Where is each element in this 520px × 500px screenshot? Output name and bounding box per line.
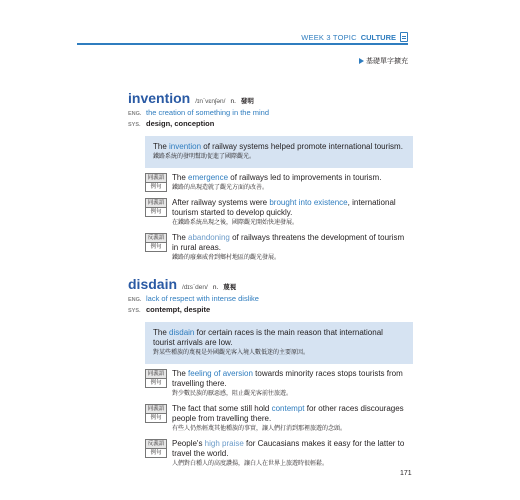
badge-example: 例句 [145,414,167,423]
sub-example [145,198,410,228]
synonyms: design, conception [146,119,215,128]
badge-example: 例句 [145,449,167,458]
synonym-line [128,119,410,128]
badge [145,369,167,399]
sub-example [145,404,410,434]
sub-example-english: The fact that some still hold contempt for other races discourages people from travelling there. [172,404,404,423]
sub-example-chinese: 鐵路的廢棄威脅到鄉村地區的觀光發展。 [172,255,281,261]
document-icon [400,32,408,42]
badge-type: 同義語 [145,173,167,183]
chinese-gloss: 發明 [240,98,254,105]
synonym-line [128,305,410,314]
phonetic: /dɪs`den/ [182,284,208,291]
badge [145,198,167,228]
section-tag [359,56,408,66]
english-definition: lack of respect with intense dislike [146,294,259,303]
sub-example-english: After railway systems were brought into existence, international tourism started to develop quickly. [172,198,396,217]
sub-example-chinese: 有些人仍然輕蔑其他種族的事實，讓人們打消到那裡旅遊的念頭。 [172,426,347,432]
sub-example [145,173,410,193]
example-english: The invention of railway systems helped promote international tourism. [153,142,403,151]
part-of-speech: n. [212,284,219,291]
example-english: The disdain for certain races is the main reason that international tourist arrivals are low. [153,328,383,347]
english-definition-line [128,108,410,117]
sub-example-english: The abandoning of railways threatens the development of tourism in rural areas. [172,233,405,252]
section-label: 基礎單字擴充 [366,58,408,65]
sub-example-english: The emergence of railways led to improvements in tourism. [172,173,382,182]
entry-invention [128,90,410,263]
part-of-speech: n. [230,98,236,105]
sub-example-chinese: 人們對白種人的高度讚揚，讓白人在世界上旅遊時很輕鬆。 [172,461,329,467]
synonyms: contempt, despite [146,305,211,314]
syn-label: SYS. [128,122,141,128]
page-header [301,32,408,42]
sub-example-english: The feeling of aversion towards minority races stops tourists from travelling there. [172,369,403,388]
badge-type: 同義語 [145,369,167,379]
sub-example [145,369,410,399]
sub-example [145,233,410,263]
page-number: 171 [400,470,412,477]
badge [145,233,167,263]
badge-type: 同義語 [145,198,167,208]
headword-line [128,90,410,106]
sub-example-english: People's high praise for Caucasians makes it easy for the latter to travel the world. [172,439,405,458]
example-chinese: 鐵路系統的發明幫助促進了國際觀光。 [153,154,256,160]
entry-disdain [128,276,410,469]
week-label: WEEK 3 TOPIC [301,32,357,42]
badge [145,439,167,469]
english-definition: the creation of something in the mind [146,108,269,117]
main-example [145,322,413,364]
badge-example: 例句 [145,243,167,252]
headword: disdain [128,276,178,292]
badge-example: 例句 [145,379,167,388]
sub-example-chinese: 鐵路的出現造就了觀光方面的改善。 [172,185,269,191]
headword-line [128,276,410,292]
main-example [145,136,413,168]
badge-example: 例句 [145,208,167,217]
badge-type: 同義語 [145,404,167,414]
eng-label: ENG. [128,297,142,303]
chinese-gloss: 蔑視 [223,284,237,291]
sub-example-chinese: 對少數民族的厭惡感，阻止觀光客前往旅遊。 [172,391,293,397]
badge-type: 反義語 [145,233,167,243]
badge [145,404,167,434]
headword: invention [128,90,191,106]
badge [145,173,167,193]
topic-label: CULTURE [360,32,396,42]
sub-example-chinese: 在鐵路系統出現之後，國際觀光開始快速發展。 [172,220,299,226]
sub-example [145,439,410,469]
header-rule [77,43,408,45]
eng-label: ENG. [128,111,142,117]
syn-label: SYS. [128,308,141,314]
badge-type: 反義語 [145,439,167,449]
example-chinese: 對某些種族的蔑視是外國觀光客入境人數低迷的主要原因。 [153,350,310,356]
badge-example: 例句 [145,183,167,192]
phonetic: /ɪn`vɛnʃən/ [195,98,226,105]
triangle-arrow-icon [359,58,364,64]
english-definition-line [128,294,410,303]
